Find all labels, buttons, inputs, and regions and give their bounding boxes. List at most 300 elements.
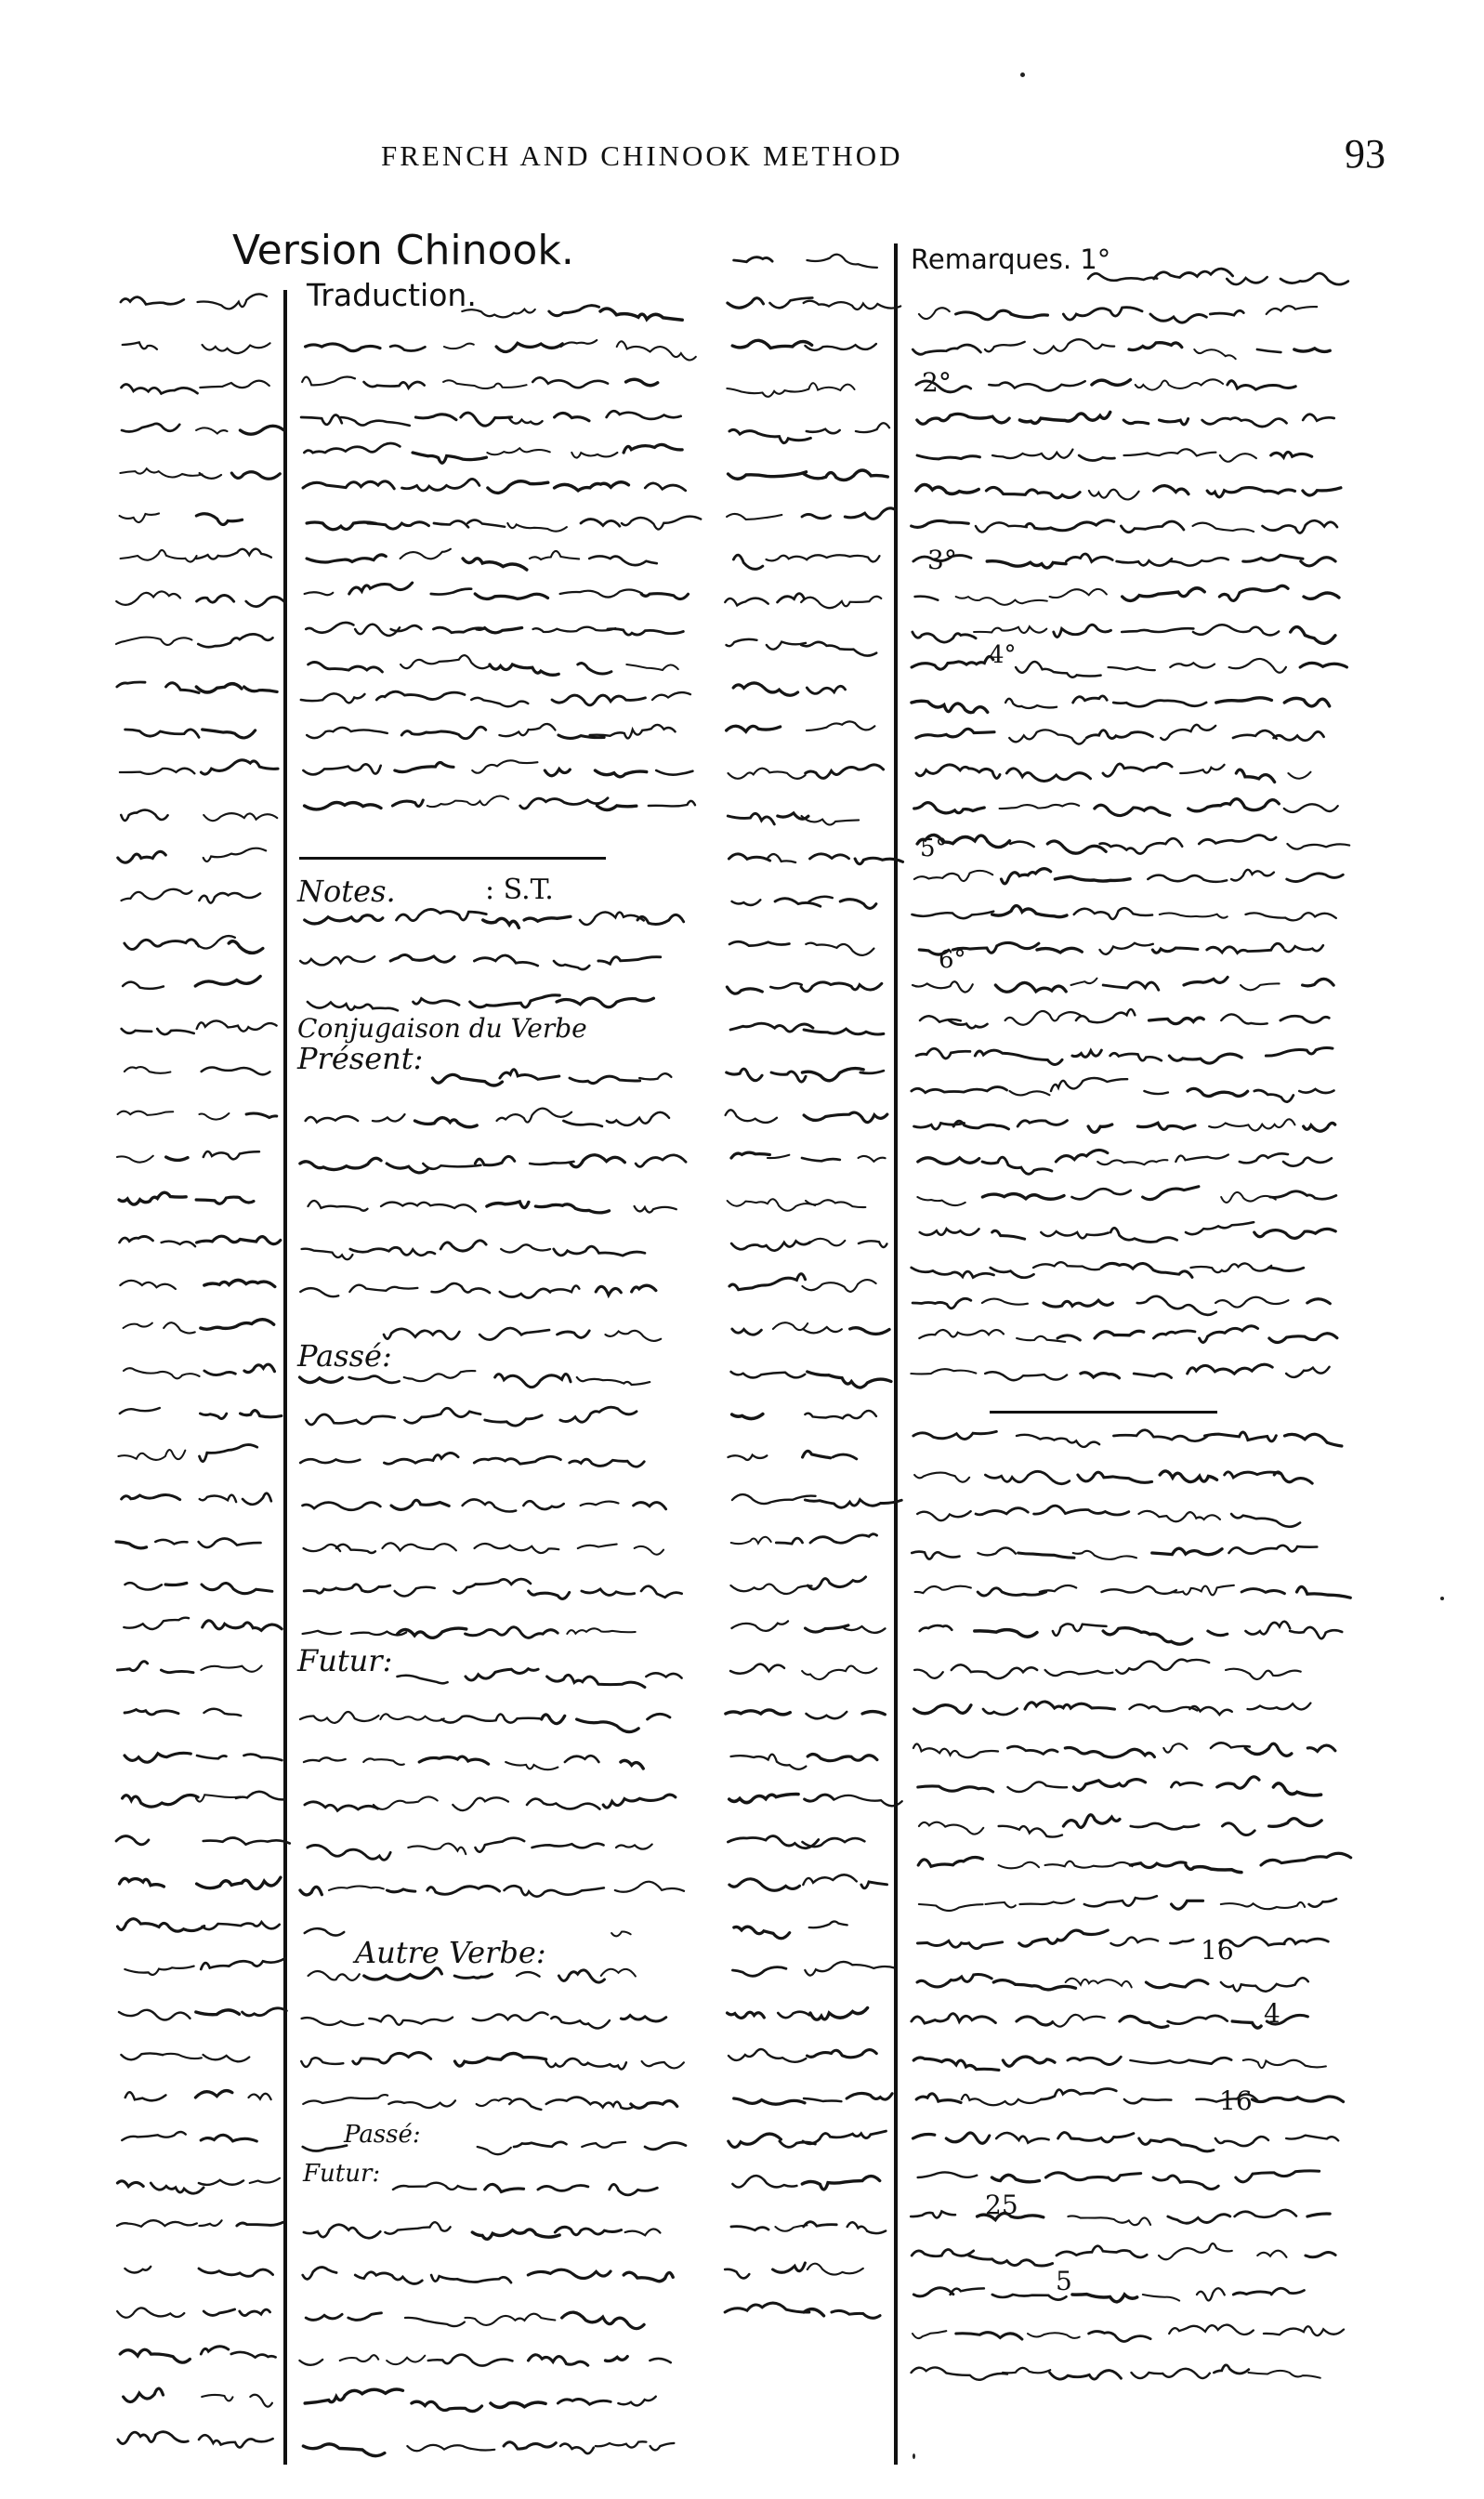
shorthand-stroke <box>861 1882 887 1888</box>
shorthand-stroke <box>506 1762 558 1769</box>
shorthand-stroke <box>610 2184 658 2194</box>
shorthand-stroke <box>646 1673 681 1677</box>
shorthand-stroke <box>117 2220 197 2227</box>
shorthand-stroke <box>835 1795 902 1806</box>
shorthand-stroke <box>982 1157 1052 1174</box>
shorthand-stroke <box>390 954 454 962</box>
shorthand-stroke <box>729 429 810 442</box>
shorthand-stroke <box>919 308 950 319</box>
shorthand-stroke <box>1124 449 1216 455</box>
shorthand-stroke <box>1159 2243 1232 2259</box>
shorthand-stroke <box>1304 1123 1335 1131</box>
shorthand-stroke <box>1190 1263 1271 1272</box>
shorthand-stroke <box>483 918 519 927</box>
shorthand-stroke <box>198 294 267 309</box>
shorthand-stroke <box>728 1836 818 1848</box>
shorthand-stroke <box>532 1844 604 1848</box>
shorthand-stroke <box>485 1415 542 1426</box>
shorthand-stroke <box>500 1070 559 1080</box>
shorthand-stroke <box>390 346 425 351</box>
shorthand-stroke <box>1018 1121 1067 1126</box>
shorthand-stroke <box>978 1547 1016 1555</box>
shorthand-stroke <box>524 916 571 921</box>
shorthand-stroke <box>1003 2057 1055 2066</box>
shorthand-stroke <box>804 1029 884 1034</box>
shorthand-stroke <box>121 297 184 305</box>
shorthand-stroke <box>1121 521 1184 533</box>
shorthand-stroke <box>122 424 179 432</box>
shorthand-stroke <box>769 297 812 308</box>
shorthand-stroke <box>453 1579 531 1593</box>
shorthand-stroke <box>120 1236 153 1243</box>
shorthand-stroke <box>444 344 474 349</box>
shorthand-stroke <box>803 1874 857 1885</box>
shorthand-stroke <box>1271 452 1312 457</box>
shorthand-stroke <box>920 1625 952 1631</box>
shorthand-stroke <box>805 1962 895 1976</box>
shorthand-stroke <box>767 556 808 561</box>
shorthand-stroke <box>1169 558 1228 565</box>
shorthand-stroke <box>917 1974 992 1986</box>
shorthand-stroke <box>727 726 781 731</box>
shorthand-stroke <box>514 2142 566 2147</box>
shorthand-stroke <box>305 1802 378 1810</box>
shorthand-stroke <box>801 597 881 608</box>
shorthand-stroke <box>728 813 774 824</box>
shorthand-stroke <box>555 2227 621 2234</box>
shorthand-stroke <box>1123 588 1205 601</box>
shorthand-stroke <box>201 2347 229 2354</box>
shorthand-stroke <box>913 2288 952 2296</box>
shorthand-stroke <box>119 2010 190 2020</box>
shorthand-stroke <box>729 854 769 861</box>
shorthand-stroke <box>306 623 353 633</box>
shorthand-stroke <box>488 481 548 493</box>
shorthand-stroke <box>432 1074 502 1085</box>
shorthand-stroke <box>810 2008 868 2020</box>
shorthand-stroke <box>1103 763 1172 776</box>
shorthand-stroke <box>728 1455 767 1460</box>
shorthand-stroke <box>1045 1861 1133 1868</box>
shorthand-stroke <box>1088 1125 1112 1132</box>
shorthand-stroke <box>1009 1091 1049 1095</box>
traduction-title: Traduction. <box>307 277 477 313</box>
shorthand-stroke <box>1159 419 1188 425</box>
shorthand-stroke <box>250 2395 272 2407</box>
shorthand-stroke <box>491 2402 545 2407</box>
shorthand-stroke <box>631 2101 677 2109</box>
shorthand-stroke <box>810 1534 877 1544</box>
shorthand-stroke <box>618 2397 655 2406</box>
shorthand-stroke <box>1102 1586 1176 1594</box>
shorthand-stroke <box>387 1164 427 1173</box>
shorthand-stroke <box>1307 2214 1330 2216</box>
shorthand-stroke <box>914 803 985 813</box>
shorthand-stroke <box>807 1712 847 1718</box>
shorthand-stroke <box>919 1822 983 1835</box>
shorthand-stroke <box>1134 1374 1171 1378</box>
shorthand-stroke <box>363 1758 404 1765</box>
shorthand-stroke <box>1072 1050 1101 1057</box>
shorthand-stroke <box>116 1836 149 1845</box>
shorthand-stroke <box>432 1283 490 1293</box>
notes-st-label: : S.T. <box>485 874 554 906</box>
shorthand-stroke <box>1016 662 1101 677</box>
shorthand-stroke <box>124 2388 164 2401</box>
shorthand-stroke <box>1129 1704 1197 1711</box>
shorthand-stroke <box>1214 2365 1249 2374</box>
shorthand-stroke <box>196 684 242 692</box>
shorthand-stroke <box>847 2222 886 2233</box>
shorthand-stroke <box>1053 1624 1107 1636</box>
shorthand-stroke <box>1152 1548 1222 1555</box>
shorthand-stroke <box>917 835 1009 847</box>
shorthand-stroke <box>919 1330 1004 1338</box>
shorthand-stroke <box>1089 2332 1151 2342</box>
shorthand-stroke <box>641 1586 682 1598</box>
shorthand-stroke <box>917 1511 970 1520</box>
shorthand-stroke <box>912 1268 994 1278</box>
shorthand-stroke <box>499 724 555 736</box>
shorthand-stroke <box>621 1760 643 1769</box>
shorthand-stroke <box>353 2053 431 2064</box>
shorthand-stroke <box>802 1280 875 1292</box>
shorthand-stroke <box>1180 765 1224 773</box>
shorthand-stroke <box>1163 1743 1187 1752</box>
shorthand-stroke <box>305 2389 402 2403</box>
shorthand-stroke <box>1034 339 1114 353</box>
shorthand-stroke <box>196 1197 254 1203</box>
shorthand-stroke <box>917 1197 965 1205</box>
shorthand-stroke <box>914 1705 971 1714</box>
shorthand-stroke <box>302 1249 353 1260</box>
shorthand-stroke <box>164 1322 195 1333</box>
shorthand-stroke <box>603 1795 676 1808</box>
shorthand-stroke <box>976 1508 1028 1515</box>
shorthand-stroke <box>1109 2174 1141 2181</box>
shorthand-stroke <box>301 693 365 703</box>
shorthand-stroke <box>626 379 658 385</box>
shorthand-stroke <box>771 1072 806 1082</box>
shorthand-stroke <box>560 589 642 597</box>
shorthand-stroke <box>203 1922 280 1929</box>
shorthand-stroke <box>978 1588 1046 1596</box>
shorthand-stroke <box>1072 2295 1137 2302</box>
shorthand-stroke <box>552 695 645 705</box>
shorthand-stroke <box>1089 490 1139 500</box>
shorthand-stroke <box>635 1206 676 1213</box>
shorthand-stroke <box>1129 343 1182 350</box>
shorthand-stroke <box>1221 1978 1308 1991</box>
shorthand-stroke <box>380 1714 444 1720</box>
shorthand-stroke <box>118 851 165 862</box>
shorthand-stroke <box>1172 1585 1233 1596</box>
shorthand-stroke <box>300 956 374 965</box>
shorthand-stroke <box>1068 2057 1121 2064</box>
shorthand-stroke <box>392 800 423 807</box>
shorthand-stroke <box>364 382 425 388</box>
shorthand-stroke <box>477 628 522 633</box>
shorthand-stroke <box>845 1626 886 1633</box>
shorthand-stroke <box>1154 486 1189 494</box>
shorthand-stroke <box>560 1407 637 1422</box>
shorthand-stroke <box>555 413 589 420</box>
shorthand-stroke <box>912 701 988 712</box>
shorthand-stroke <box>732 340 811 348</box>
shorthand-stroke <box>1063 1815 1120 1828</box>
shorthand-stroke <box>802 816 860 824</box>
shorthand-stroke <box>306 2314 342 2320</box>
shorthand-stroke <box>197 1877 281 1888</box>
shorthand-stroke <box>916 2094 961 2103</box>
shorthand-stroke <box>201 1666 261 1672</box>
shorthand-stroke <box>728 1199 816 1211</box>
shorthand-stroke <box>1245 1622 1290 1635</box>
shorthand-stroke <box>725 2303 809 2312</box>
shorthand-stroke <box>465 2314 555 2325</box>
shorthand-stroke <box>1041 2089 1116 2099</box>
shorthand-stroke <box>1161 725 1215 740</box>
shorthand-stroke <box>122 1029 152 1033</box>
shorthand-stroke <box>549 306 599 316</box>
shorthand-stroke <box>1152 948 1198 953</box>
shorthand-stroke <box>557 998 653 1007</box>
shorthand-stroke <box>803 2131 886 2144</box>
shorthand-stroke <box>388 2100 455 2108</box>
shorthand-stroke <box>913 2134 934 2138</box>
shorthand-stroke <box>808 1577 865 1589</box>
shorthand-stroke <box>120 1281 176 1289</box>
shorthand-stroke <box>985 1902 1015 1907</box>
shorthand-stroke <box>1300 663 1346 667</box>
shorthand-stroke <box>913 556 971 561</box>
shorthand-stroke <box>731 1537 771 1544</box>
shorthand-stroke <box>197 1236 281 1243</box>
shorthand-stroke <box>466 1627 558 1638</box>
shorthand-stroke <box>726 639 756 646</box>
shorthand-stroke <box>1215 1297 1288 1308</box>
shorthand-stroke <box>802 1838 864 1847</box>
shorthand-stroke <box>1225 1472 1281 1478</box>
shorthand-stroke <box>1284 698 1329 706</box>
shorthand-stroke <box>833 1454 857 1459</box>
shorthand-stroke <box>1019 1900 1074 1904</box>
shorthand-stroke <box>1226 1669 1301 1679</box>
shorthand-stroke <box>570 1076 640 1084</box>
shorthand-stroke <box>1010 842 1033 847</box>
shorthand-stroke <box>804 470 887 480</box>
shorthand-stroke <box>1053 2015 1105 2027</box>
shorthand-stroke <box>578 664 611 674</box>
shorthand-stroke <box>471 698 528 706</box>
shorthand-stroke <box>1097 1160 1167 1164</box>
shorthand-stroke <box>577 1377 650 1385</box>
shorthand-stroke <box>119 1192 186 1204</box>
shorthand-stroke <box>730 1664 784 1674</box>
shorthand-stroke <box>236 1792 284 1800</box>
shorthand-stroke <box>441 1715 540 1723</box>
version-chinook-title: Version Chinook. <box>232 227 574 274</box>
shorthand-stroke <box>729 1795 798 1803</box>
shorthand-stroke <box>1005 699 1057 708</box>
shorthand-stroke <box>1291 627 1335 644</box>
shorthand-stroke <box>650 2359 670 2362</box>
shorthand-stroke <box>581 1502 619 1506</box>
shorthand-stroke <box>1257 349 1281 352</box>
shorthand-stroke <box>1280 1016 1329 1022</box>
shorthand-stroke <box>384 1453 458 1464</box>
shorthand-stroke <box>732 2176 796 2187</box>
shorthand-stroke <box>733 555 762 569</box>
shorthand-stroke <box>1227 277 1267 284</box>
shorthand-stroke <box>431 589 471 595</box>
shorthand-stroke <box>538 2185 588 2190</box>
shorthand-stroke <box>1286 1367 1329 1377</box>
notes-title: Notes. <box>297 874 396 909</box>
shorthand-stroke <box>913 1431 997 1439</box>
shorthand-stroke <box>204 813 277 821</box>
shorthand-stroke <box>155 1540 187 1545</box>
shorthand-stroke <box>250 2178 280 2183</box>
shorthand-stroke <box>1188 1088 1248 1096</box>
shorthand-stroke <box>1231 870 1274 881</box>
present-label: Présent: <box>297 1041 424 1076</box>
shorthand-stroke <box>1193 625 1279 635</box>
remark-value: 25 <box>985 2190 1018 2220</box>
shorthand-stroke <box>1248 2371 1320 2378</box>
page-number: 93 <box>1345 131 1386 177</box>
shorthand-stroke <box>300 1712 378 1723</box>
shorthand-stroke <box>808 2050 877 2058</box>
shorthand-stroke <box>391 1500 449 1509</box>
shorthand-stroke <box>202 2395 232 2400</box>
shorthand-stroke <box>1268 1268 1303 1271</box>
shorthand-stroke <box>118 1111 174 1115</box>
shorthand-stroke <box>918 2172 978 2177</box>
shorthand-stroke <box>985 1372 1067 1380</box>
shorthand-stroke <box>645 2143 686 2150</box>
shorthand-stroke <box>479 1328 549 1340</box>
shorthand-stroke <box>546 2058 626 2069</box>
shorthand-stroke <box>1240 1153 1288 1163</box>
shorthand-stroke <box>240 2309 270 2315</box>
shorthand-stroke <box>845 508 896 520</box>
shorthand-stroke <box>987 561 1066 568</box>
shorthand-stroke <box>801 982 882 992</box>
shorthand-stroke <box>840 900 876 909</box>
shorthand-stroke <box>913 2058 999 2070</box>
shorthand-stroke <box>1044 1300 1112 1307</box>
shorthand-stroke <box>732 900 761 905</box>
shorthand-stroke <box>855 858 902 863</box>
shorthand-stroke <box>551 2017 610 2028</box>
shorthand-stroke <box>443 380 526 388</box>
shorthand-stroke <box>376 691 465 700</box>
shorthand-stroke <box>195 977 260 987</box>
passe-label: Passé: <box>297 1338 392 1374</box>
shorthand-stroke <box>727 388 808 397</box>
shorthand-stroke <box>1137 1296 1216 1315</box>
shorthand-stroke <box>387 2356 425 2364</box>
shorthand-stroke <box>329 1887 384 1890</box>
shorthand-stroke <box>304 1585 390 1593</box>
shorthand-stroke <box>1092 380 1131 386</box>
shorthand-stroke <box>204 1838 290 1845</box>
shorthand-stroke <box>969 2256 1053 2266</box>
shorthand-stroke <box>809 383 855 390</box>
shorthand-stroke <box>197 596 234 603</box>
shorthand-stroke <box>806 943 873 955</box>
shorthand-stroke <box>976 522 1027 532</box>
shorthand-stroke <box>303 1503 381 1510</box>
shorthand-stroke <box>1025 1702 1115 1709</box>
shorthand-stroke <box>1110 1938 1158 1946</box>
shorthand-stroke <box>1169 2325 1254 2335</box>
shorthand-stroke <box>582 1589 635 1596</box>
shorthand-stroke <box>306 1414 394 1425</box>
shorthand-stroke <box>462 309 534 318</box>
shorthand-stroke <box>1284 804 1338 812</box>
shorthand-stroke <box>1007 1782 1067 1792</box>
shorthand-stroke <box>200 1445 257 1462</box>
shorthand-stroke <box>1236 769 1274 782</box>
shorthand-stroke <box>558 1331 590 1337</box>
shorthand-stroke <box>809 1922 847 1928</box>
shorthand-stroke <box>240 426 284 434</box>
shorthand-stroke <box>918 1786 993 1792</box>
shorthand-stroke <box>801 642 876 656</box>
shorthand-stroke <box>607 411 681 419</box>
shorthand-stroke <box>1169 1054 1241 1063</box>
shorthand-stroke <box>1144 1091 1168 1094</box>
shorthand-stroke <box>1081 1373 1120 1378</box>
shorthand-stroke <box>806 765 884 779</box>
shorthand-stroke <box>200 2220 222 2226</box>
shorthand-stroke <box>975 1050 1062 1064</box>
shorthand-stroke <box>606 2357 628 2361</box>
shorthand-stroke <box>1232 2021 1261 2028</box>
shorthand-stroke <box>199 893 260 903</box>
shorthand-stroke <box>401 655 490 668</box>
shorthand-stroke <box>397 1676 447 1684</box>
shorthand-stroke <box>530 551 579 559</box>
shorthand-stroke <box>1070 979 1097 985</box>
shorthand-stroke <box>244 1364 275 1372</box>
shorthand-stroke <box>124 1368 200 1378</box>
shorthand-stroke <box>1116 1660 1209 1674</box>
shorthand-stroke <box>166 683 200 693</box>
shorthand-stroke <box>953 1121 1008 1129</box>
shorthand-stroke <box>125 1753 190 1762</box>
shorthand-stroke <box>428 2355 513 2366</box>
shorthand-stroke <box>401 479 479 491</box>
shorthand-stroke <box>303 1631 341 1634</box>
shorthand-stroke <box>1241 983 1280 990</box>
shorthand-stroke <box>805 344 875 350</box>
shorthand-stroke <box>307 555 386 562</box>
shorthand-stroke <box>804 2222 837 2227</box>
shorthand-stroke <box>117 1662 147 1671</box>
shorthand-stroke <box>1079 455 1114 461</box>
shorthand-stroke <box>163 2054 202 2058</box>
shorthand-stroke <box>405 1408 481 1423</box>
shorthand-stroke <box>523 1501 563 1509</box>
shorthand-stroke <box>597 806 636 810</box>
shorthand-stroke <box>125 1067 171 1073</box>
shorthand-stroke <box>563 1121 602 1126</box>
shorthand-stroke <box>1219 585 1288 600</box>
shorthand-stroke <box>1199 835 1276 844</box>
